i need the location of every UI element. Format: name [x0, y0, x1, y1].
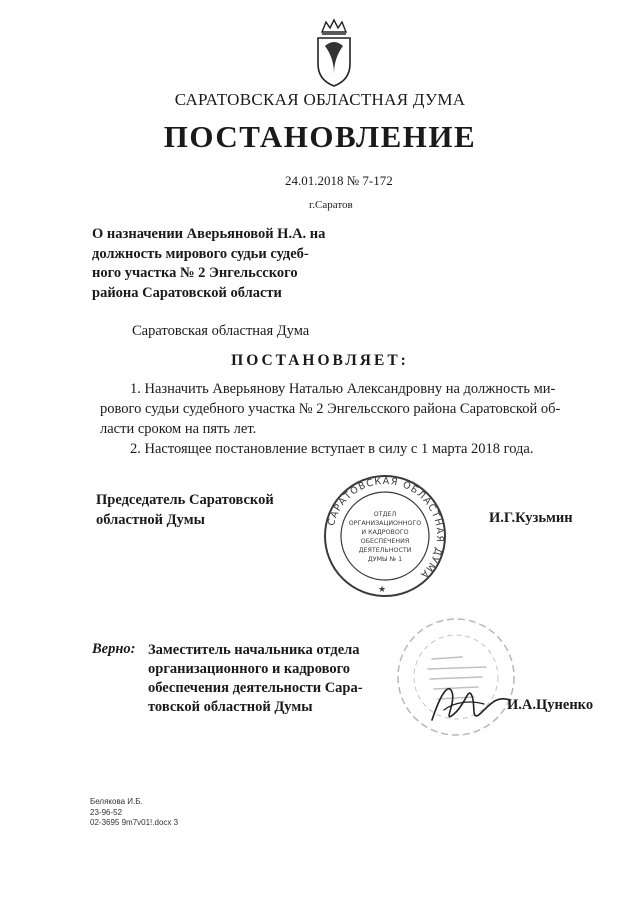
document-city: г.Саратов [309, 199, 353, 211]
signatory-name: И.Г.Кузьмин [489, 510, 573, 526]
stamp-inner-line: ДЕЯТЕЛЬНОСТИ [358, 547, 412, 554]
stamp-inner-line: ДУМЫ № 1 [367, 556, 403, 563]
svg-text:★: ★ [378, 585, 387, 595]
body-line: 2. Настоящее постановление вступает в силу с 1 марта 2018 года. [130, 441, 534, 457]
subject-line: района Саратовской области [92, 284, 282, 301]
organization-name: САРАТОВСКАЯ ОБЛАСТНАЯ ДУМА [174, 90, 466, 109]
body-line: ласти сроком на пять лет. [100, 421, 257, 437]
signatory-title-line: областной Думы [96, 512, 205, 528]
document-body [100, 379, 587, 459]
certifier-title-line: организационного и кадрового [148, 661, 351, 677]
official-stamp [318, 474, 452, 598]
body-line: рового судьи судебного участка № 2 Энгельсского района Саратовской об- [100, 401, 561, 417]
subject-line: ного участка № 2 Энгельсского [92, 265, 298, 281]
footer [90, 797, 178, 829]
body-line: 1. Назначить Аверьянову Наталью Александровну на должность ми- [130, 381, 556, 397]
certifier-title-line: товской областной Думы [148, 699, 313, 715]
signatory-title-line: Председатель Саратовской [96, 492, 274, 508]
stamp-ring-text: САРАТОВСКАЯ ОБЛАСТНАЯ ДУМА [326, 475, 446, 581]
stamp-inner-line: И КАДРОВОГО [361, 529, 409, 536]
decrees-heading: ПОСТАНОВЛЯЕТ: [231, 352, 409, 369]
document-type: ПОСТАНОВЛЕНИЕ [163, 119, 477, 154]
footer-line: 23-96-52 [90, 807, 123, 817]
saratov-coat-of-arms-icon [312, 18, 356, 88]
stamp-inner-line: ОБЕСПЕЧЕНИЯ [360, 538, 410, 545]
document-subject [92, 225, 344, 303]
stamp-inner-line: ОТДЕЛ [373, 511, 397, 518]
footer-line: 02-3695 9m7v01!.docx 3 [90, 818, 179, 827]
subject-line: О назначении Аверьяновой Н.А. на [92, 226, 326, 242]
subject-line: должность мирового судьи судеб- [92, 245, 309, 262]
stamp-inner-line: ОРГАНИЗАЦИОННОГО [348, 520, 422, 527]
preamble: Саратовская областная Дума [132, 323, 310, 339]
certifier-name: И.А.Цуненко [507, 697, 594, 713]
document-date-number: 24.01.2018 № 7-172 [285, 173, 393, 188]
footer-line: Белякова И.Б. [90, 797, 143, 806]
certifier-title [148, 641, 378, 717]
signatory-title [96, 490, 296, 530]
certification-label: Верно: [92, 641, 136, 657]
certifier-title-line: Заместитель начальника отдела [148, 642, 360, 658]
certifier-title-line: обеспечения деятельности Сара- [148, 680, 363, 696]
